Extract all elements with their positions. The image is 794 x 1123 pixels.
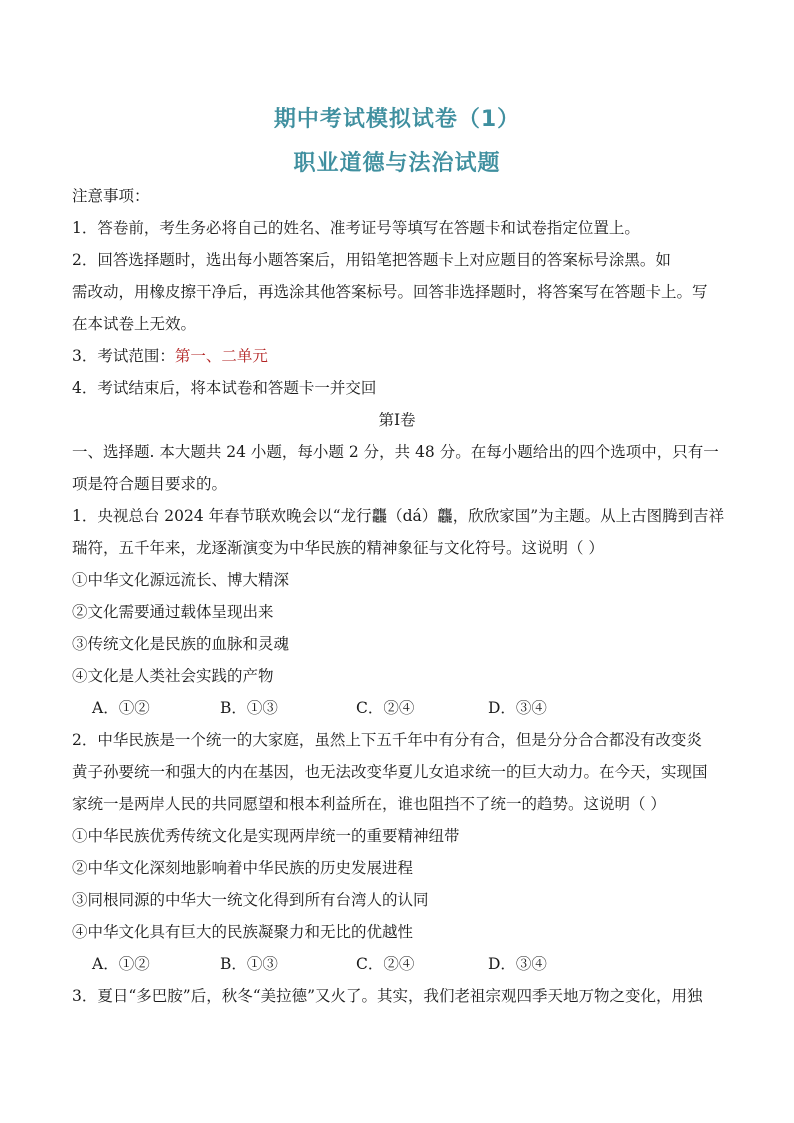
question-1-item-2: ②文化需要通过载体呈现出来 [72,603,274,621]
question-2-item-3: ③同根同源的中华大一统文化得到所有台湾人的认同 [72,891,429,909]
section-intro-line-2: 项是符合题目要求的。 [72,475,228,493]
notice-item-4: 4．考试结束后，将本试卷和答题卡一并交回 [72,379,377,397]
notice-heading: 注意事项： [72,187,150,205]
section-intro-line-1: 一、选择题. 本大题共 24 小题，每小题 2 分，共 48 分。在每小题给出的四个选项中，只有一 [72,443,719,461]
question-1-stem-line-1: 1．央视总台 2024 年春节联欢晚会以“龙行龘（dá）龘，欣欣家国”为主题。从上古图腾到吉祥 [72,507,725,525]
exam-subtitle: 职业道德与法治试题 [293,151,501,176]
question-2-item-4: ④中华文化具有巨大的民族凝聚力和无比的优越性 [72,923,414,941]
question-1-option-c: C．②④ [356,699,415,717]
question-2-stem-line-2: 黄子孙要统一和强大的内在基因，也无法改变华夏儿女追求统一的巨大动力。在今天，实现国 [72,763,708,781]
question-2-option-d: D．③④ [488,955,547,973]
question-2-stem-line-1: 2．中华民族是一个统一的大家庭，虽然上下五千年中有分有合，但是分分合合都没有改变炎 [72,731,702,749]
notice-item-2-line-1: 2．回答选择题时，选出每小题答案后，用铅笔把答题卡上对应题目的答案标号涂黑。如 [72,251,671,269]
question-1-item-3: ③传统文化是民族的血脉和灵魂 [72,635,290,653]
question-1-option-a: A．①② [92,699,150,717]
question-1-option-d: D．③④ [488,699,547,717]
exam-title: 期中考试模拟试卷（1） [273,107,521,132]
question-2-stem-line-3: 家统一是两岸人民的共同愿望和根本利益所在，谁也阻挡不了统一的趋势。这说明（ ） [72,795,666,813]
question-2-option-b: B．①③ [220,955,278,973]
question-1-item-1: ①中华文化源远流长、博大精深 [72,571,290,589]
question-2-item-2: ②中华文化深刻地影响着中华民族的历史发展进程 [72,859,414,877]
question-2-item-1: ①中华民族优秀传统文化是实现两岸统一的重要精神纽带 [72,827,460,845]
question-1-option-b: B．①③ [220,699,278,717]
question-2-options [92,954,616,974]
question-1-options [92,698,616,718]
notice-item-3-label: 3．考试范围： [72,347,175,365]
notice-item-1: 1．答卷前，考生务必将自己的姓名、准考证号等填写在答题卡和试卷指定位置上。 [72,219,640,237]
notice-item-2-line-3: 在本试卷上无效。 [72,315,197,333]
question-2-option-a: A．①② [92,955,150,973]
notice-item-3 [72,346,732,366]
question-2-option-c: C．②④ [356,955,415,973]
question-1-stem-line-2: 瑞符，五千年来，龙逐渐演变为中华民族的精神象征与文化符号。这说明（ ） [72,539,604,557]
exam-scope-value: 第一、二单元 [174,347,268,365]
question-3-stem-line-1: 3．夏日“多巴胺”后，秋冬“美拉德”又火了。其实，我们老祖宗观四季天地万物之变化，用独 [72,987,703,1005]
question-1-item-4: ④文化是人类社会实践的产物 [72,667,274,685]
notice-item-2-line-2: 需改动，用橡皮擦干净后，再选涂其他答案标号。回答非选择题时，将答案写在答题卡上。写 [72,283,708,301]
volume-heading: 第Ⅰ卷 [378,411,416,429]
